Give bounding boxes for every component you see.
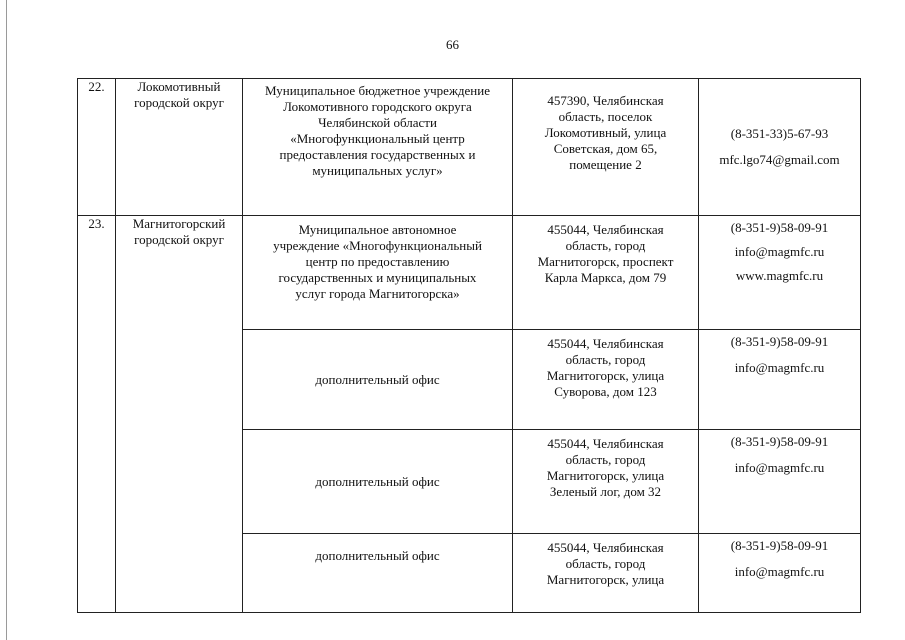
table-row <box>78 79 861 216</box>
row-number: 22. <box>78 79 116 216</box>
phone-number: (8-351-33)5-67-93 <box>730 126 829 141</box>
phone-number: (8-351-9)58-09-91 <box>730 434 829 449</box>
office-address: 455044, Челябинская область, город Магнитогорск, улица Зеленый лог, дом 32 <box>513 430 699 534</box>
page-number: 66 <box>446 37 459 52</box>
office-address: 455044, Челябинская область, город Магнитогорск, улица <box>513 534 699 613</box>
district-name: Локомотивный городской округ <box>116 79 243 216</box>
organization-name: дополнительный офис <box>243 534 513 613</box>
contact-cell <box>699 430 861 534</box>
contact-cell <box>699 79 861 216</box>
district-name: Магнитогорский городской округ <box>116 216 243 613</box>
contact-cell <box>699 330 861 430</box>
phone-number: (8-351-9)58-09-91 <box>730 334 829 349</box>
email-address: mfc.lgo74@gmail.com <box>719 152 840 167</box>
contact-cell <box>699 216 861 330</box>
office-address: 455044, Челябинская область, город Магнитогорск, проспект Карла Маркса, дом 79 <box>513 216 699 330</box>
scan-edge-line <box>6 0 7 640</box>
mfc-table <box>77 78 861 613</box>
website-address: www.magmfc.ru <box>735 268 824 283</box>
office-address: 457390, Челябинская область, поселок Локомотивный, улица Советская, дом 65, помещение 2 <box>513 79 699 216</box>
organization-name: дополнительный офис <box>243 330 513 430</box>
phone-number: (8-351-9)58-09-91 <box>730 220 829 235</box>
phone-number: (8-351-9)58-09-91 <box>730 538 829 553</box>
row-number: 23. <box>78 216 116 613</box>
email-address: info@magmfc.ru <box>734 244 825 259</box>
office-address: 455044, Челябинская область, город Магнитогорск, улица Суворова, дом 123 <box>513 330 699 430</box>
email-address: info@magmfc.ru <box>734 460 825 475</box>
organization-name: Муниципальное автономное учреждение «Многофункциональный центр по предоставлению государственных и муниципальных услуг города Магнитогорска» <box>243 216 513 330</box>
contact-cell <box>699 534 861 613</box>
table-row <box>78 216 861 330</box>
organization-name: дополнительный офис <box>243 430 513 534</box>
email-address: info@magmfc.ru <box>734 360 825 375</box>
organization-name: Муниципальное бюджетное учреждение Локомотивного городского округа Челябинской области «Многофункциональный центр предоставления государственных и муниципальных услуг» <box>243 79 513 216</box>
email-address: info@magmfc.ru <box>734 564 825 579</box>
